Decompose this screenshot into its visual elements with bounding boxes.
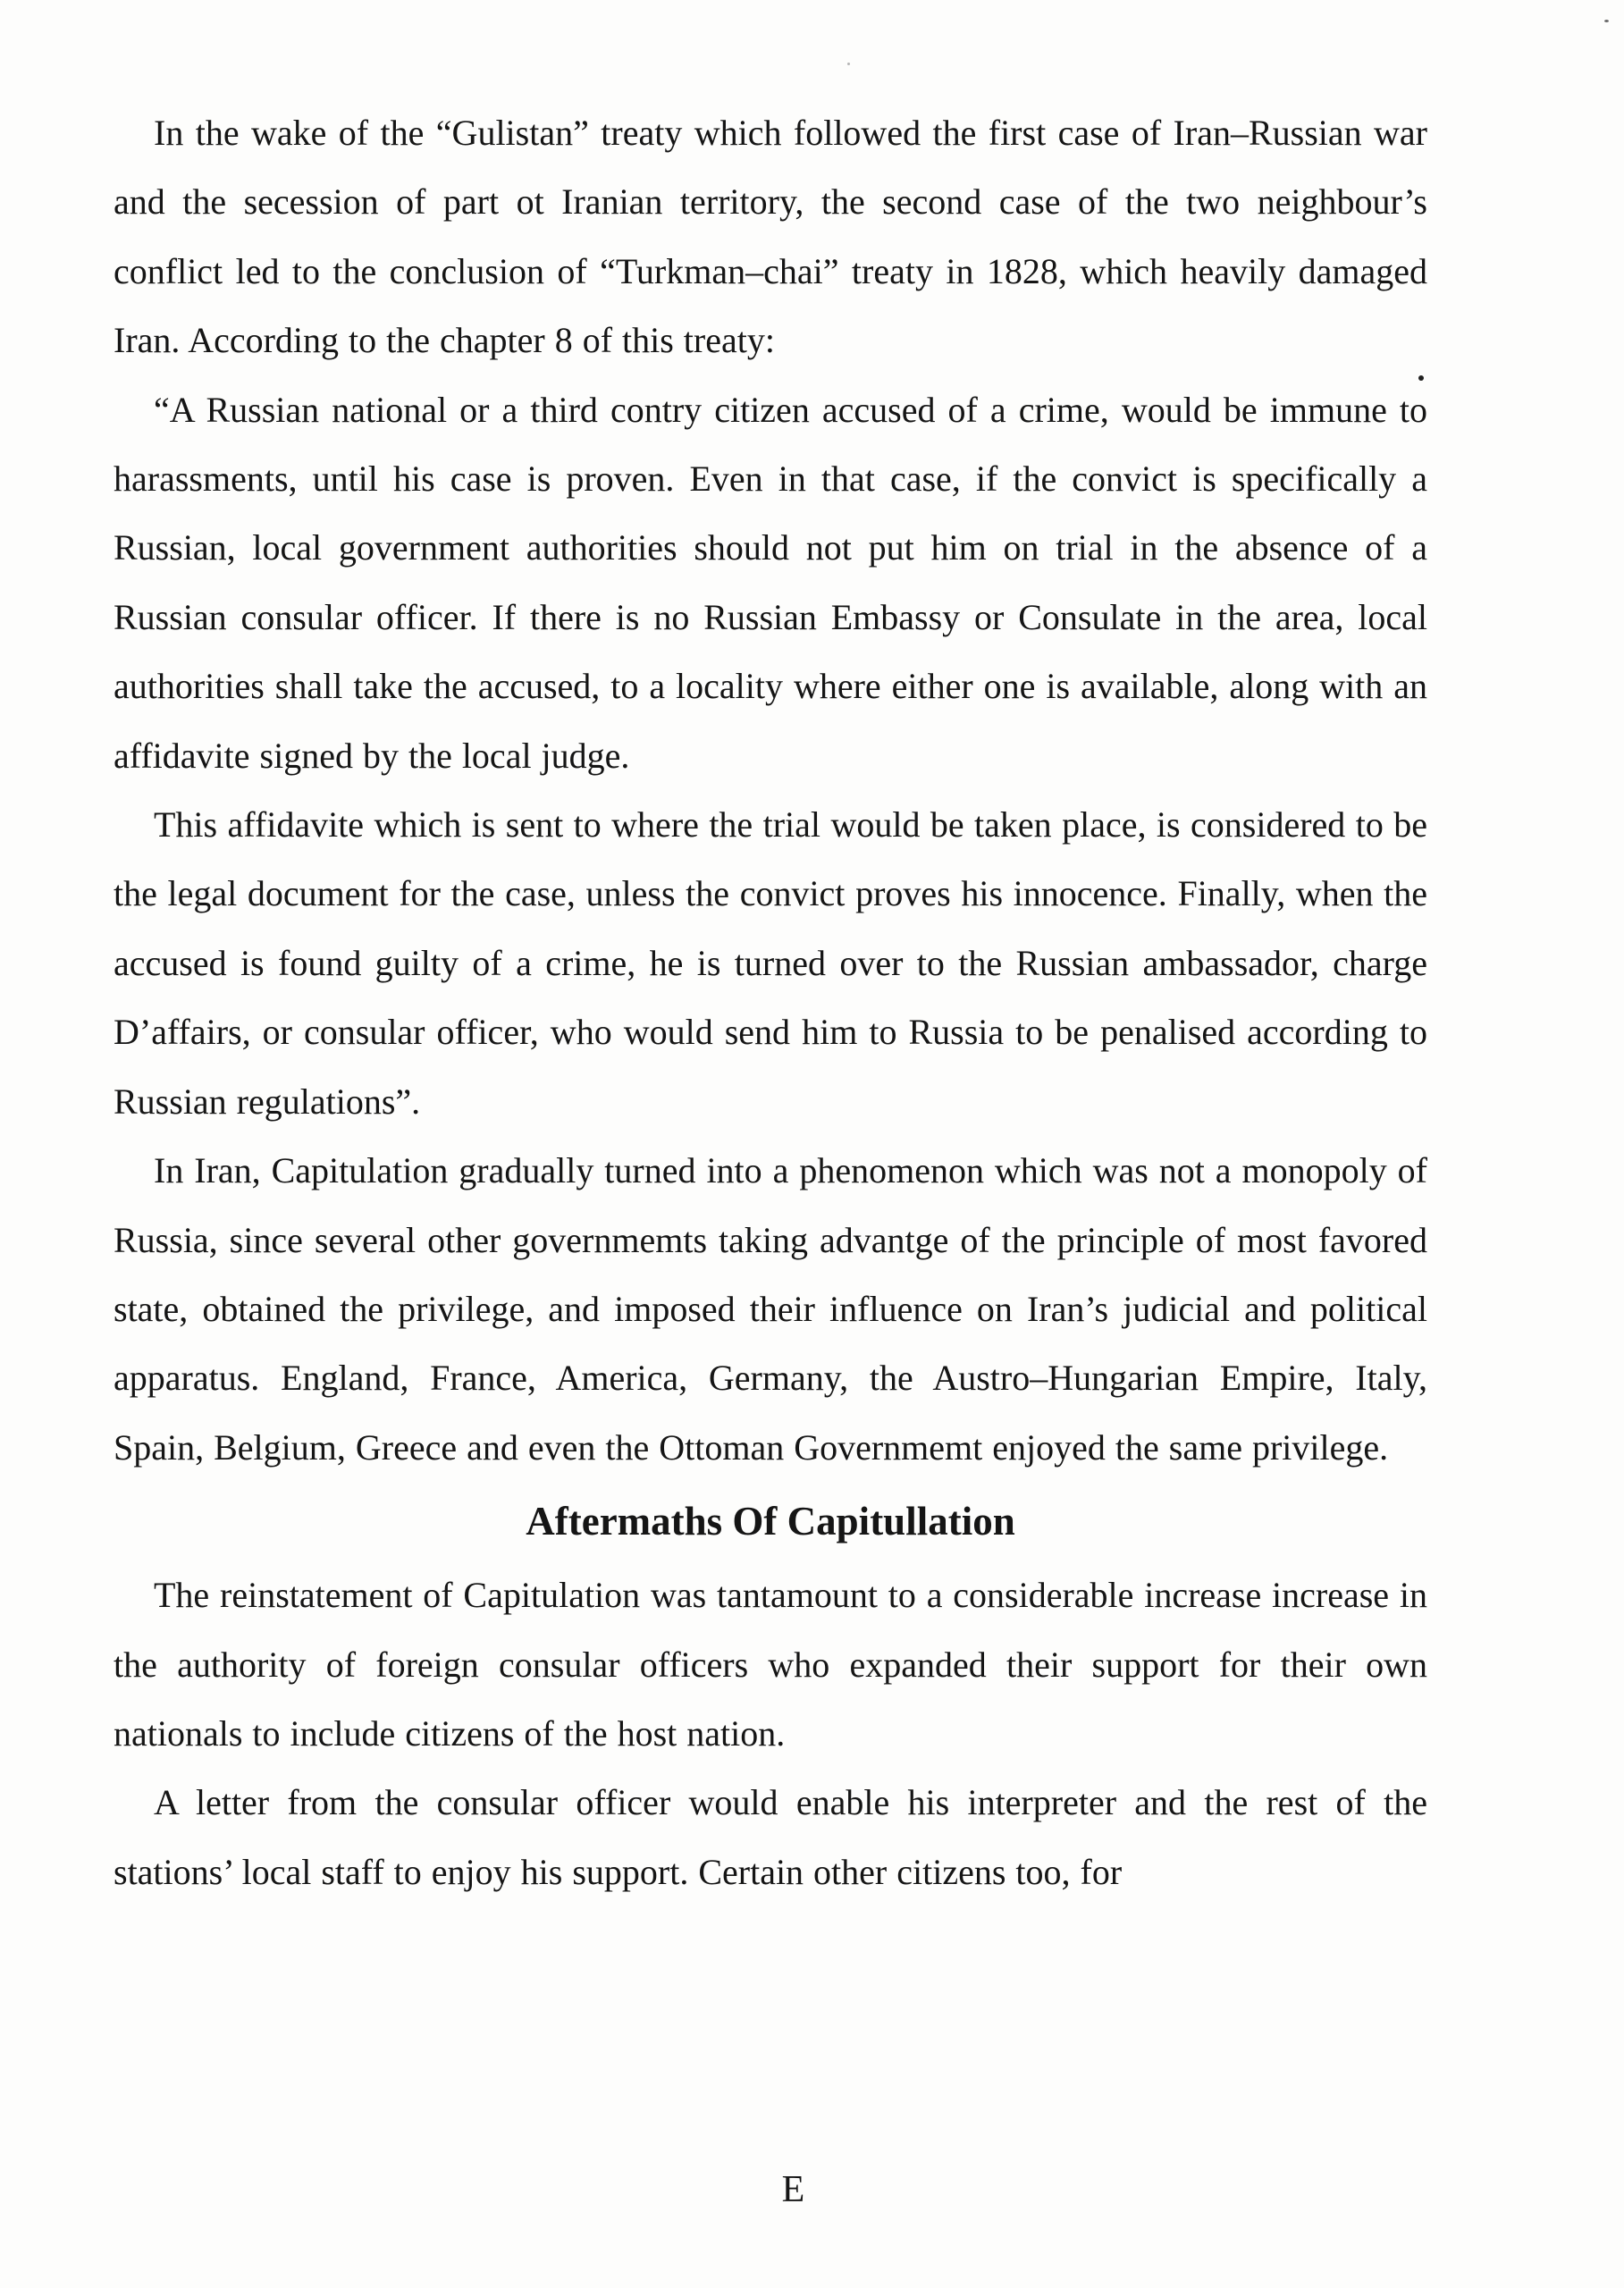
paragraph-treaty-quote: “A Russian national or a third contry citizen accused of a crime, would be immune to harassments, until his case is proven. Even in that case, if the convict is specifically a Russian, local government authorities should not put him on trial in the absence of a Russian consular officer. If there is no Russian Embassy or Consulate in the area, local authorities shall take the accused, to a locality where either one is available, along with an affidavite signed by the local judge. (114, 389, 1427, 776)
body-text (114, 98, 1427, 1906)
paragraph-consular-letter: A letter from the consular officer would enable his interpreter and the rest of the stations’ local staff to enjoy his support. Certain other citizens too, for (114, 1782, 1427, 1892)
scan-speck (1604, 20, 1609, 22)
paragraph-reinstatement: The reinstatement of Capitulation was tantamount to a considerable increase increase in the authority of foreign consular officers who expanded their support for their own nationals to include citizens of the host nation. (114, 1575, 1427, 1754)
paragraph-affidavite: This affidavite which is sent to where the trial would be taken place, is considered to be the legal document for the case, unless the convict proves his innocence. Finally, when the accused is found guilty of a crime, he is turned over to the Russian ambassador, charge D’affairs, or consular officer, who would send him to Russia to be penalised according to Russian regulations”. (114, 804, 1427, 1122)
scan-speck (847, 63, 850, 65)
section-heading: Aftermaths Of Capitullation (526, 1499, 1015, 1544)
paragraph-capitulation-spread: In Iran, Capitulation gradually turned into a phenomenon which was not a monopoly of Russia, since several other governmemts taking advantge of the principle of most favored state, obtained the privilege, and imposed their influence on Iran’s judicial and political apparatus. England, France, America, Germany, the Austro–Hungarian Empire, Italy, Spain, Belgium, Greece and even the Ottoman Governmemt enjoyed the same privilege. (114, 1150, 1427, 1468)
paragraph-gulistan-treaty: In the wake of the “Gulistan” treaty which followed the first case of Iran–Russian war and the secession of part ot Iranian territory, the second case of the two neighbour’s conflict led to the conclusion of “Turkman–chai” treaty in 1828, which heavily damaged Iran. According to the chapter 8 of this treaty: (114, 113, 1427, 361)
page-number: E (781, 2169, 805, 2210)
